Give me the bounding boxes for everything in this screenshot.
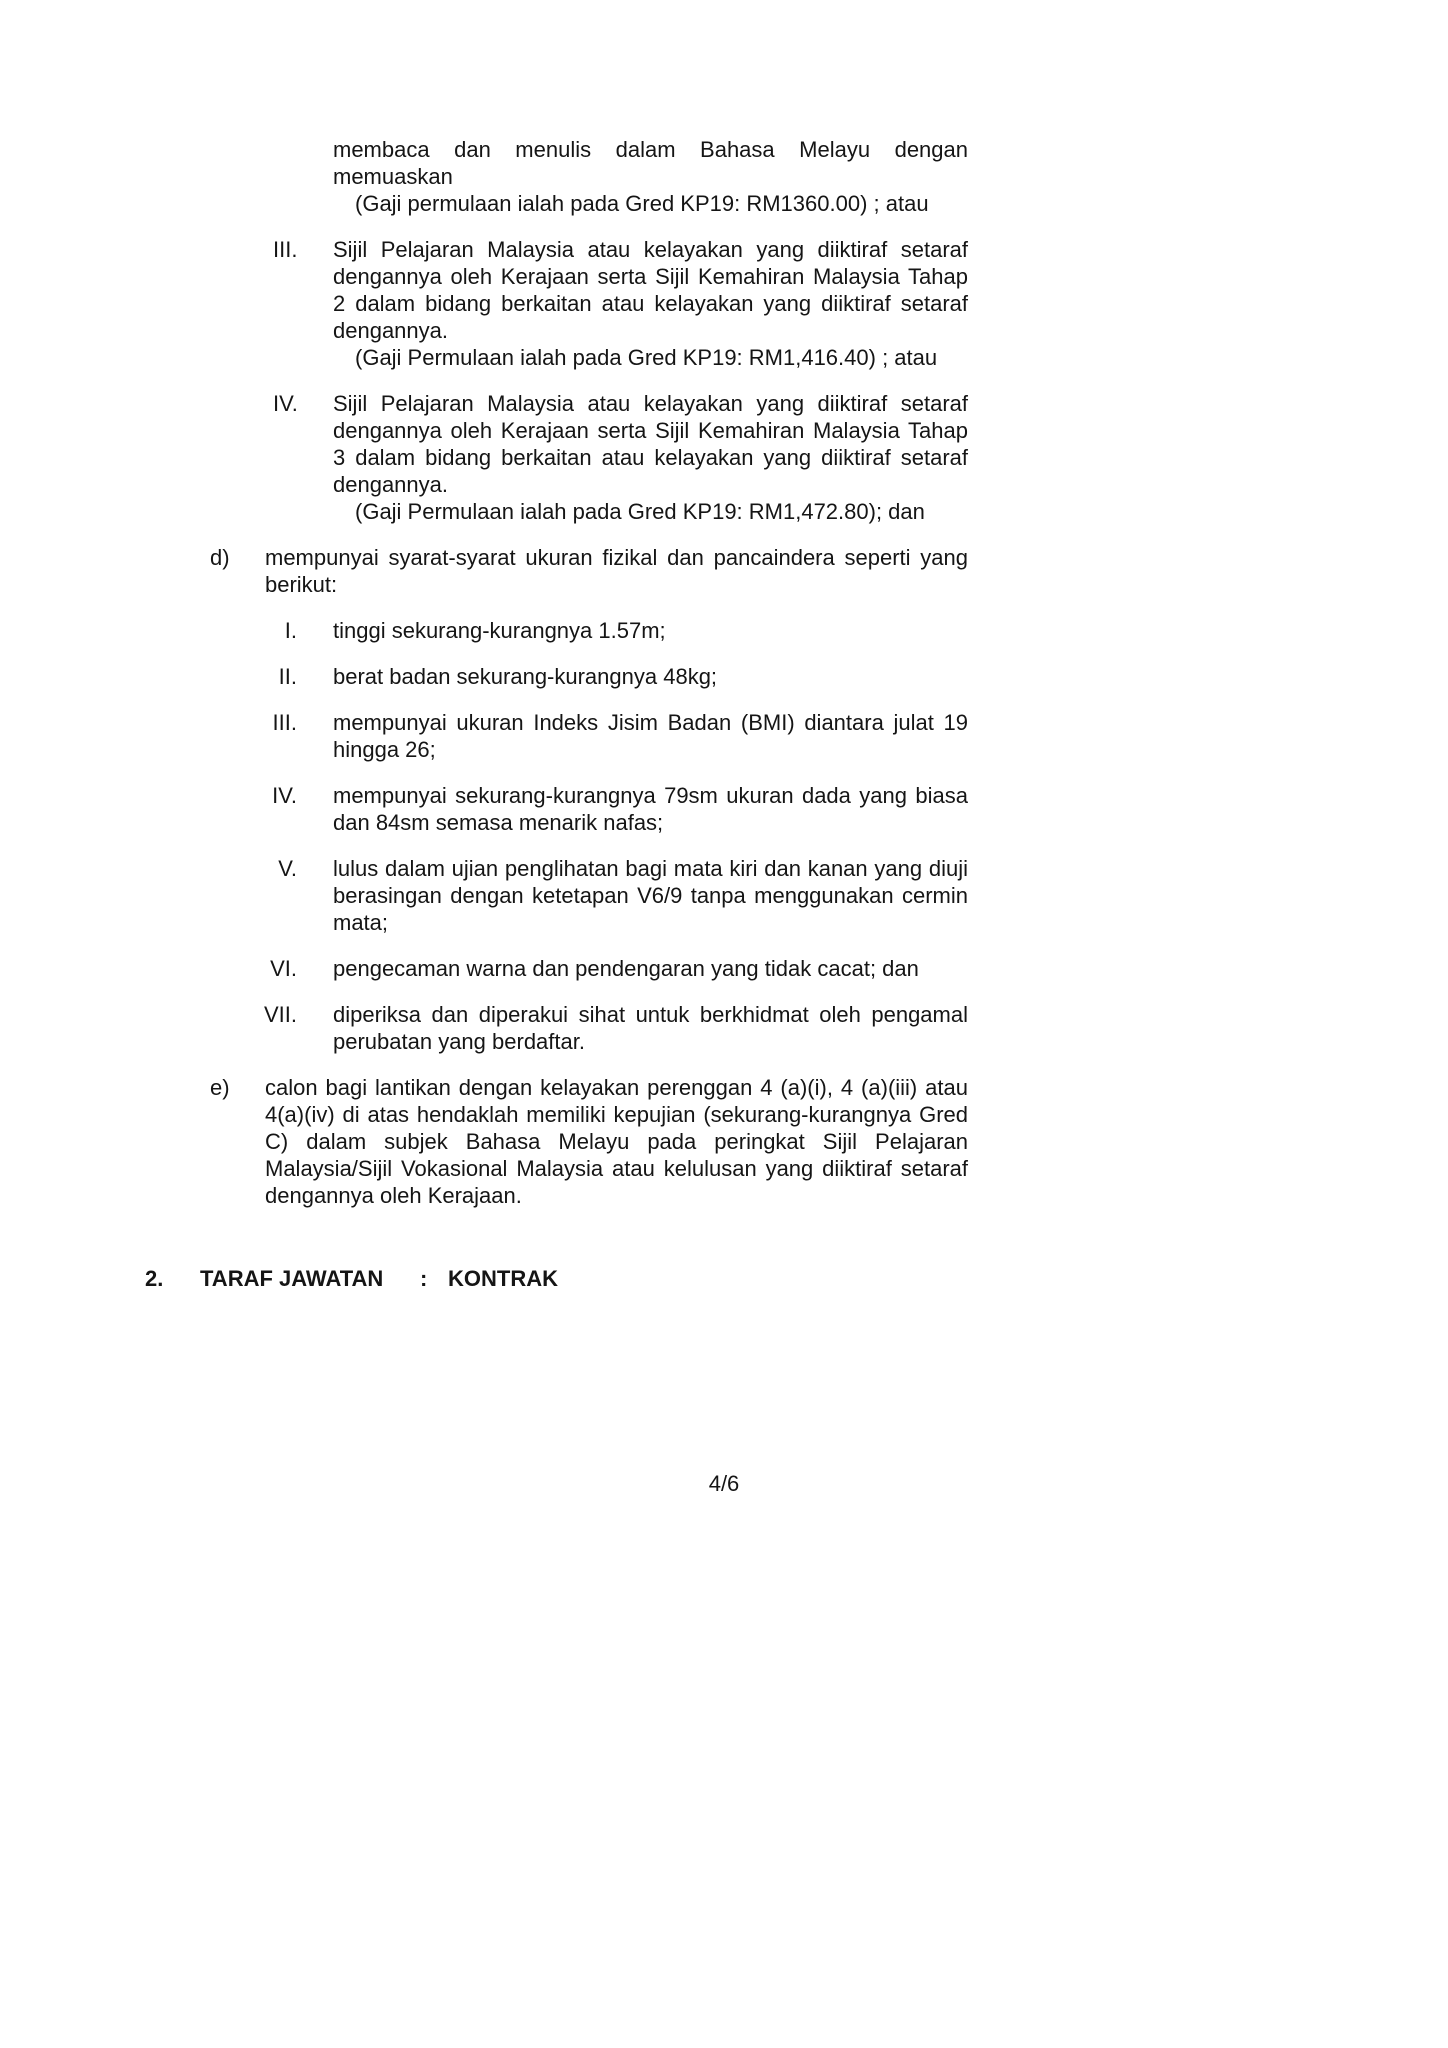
item-e-text: calon bagi lantikan dengan kelayakan perenggan 4 (a)(i), 4 (a)(iii) atau 4(a)(iv) di atas hendaklah memiliki kepujian (sekurang-kurangnya Gred C) dalam subjek Bahasa Melayu pada peringkat Sijil Pelajaran Malaysia/Sijil Vokasional Malaysia atau kelulusan yang diiktiraf setaraf dengannya oleh Kerajaan. bbox=[265, 1075, 968, 1208]
item-text: Sijil Pelajaran Malaysia atau kelayakan yang diiktiraf setaraf dengannya oleh Kerajaan serta Sijil Kemahiran Malaysia Tahap 3 dalam bidang berkaitan atau kelayakan yang diiktiraf setaraf dengannya. bbox=[333, 391, 968, 497]
item-d-text: mempunyai syarat-syarat ukuran fizikal dan pancaindera seperti yang berikut: bbox=[265, 545, 968, 597]
requirement-text: pengecaman warna dan pendengaran yang tidak cacat; dan bbox=[333, 956, 919, 981]
requirement-numeral: II. bbox=[278, 664, 297, 689]
item-e bbox=[210, 1074, 1448, 1209]
qualification-item bbox=[273, 236, 1448, 344]
requirement-numeral: I. bbox=[284, 618, 297, 643]
requirement-row bbox=[210, 663, 1448, 690]
section-value: KONTRAK bbox=[448, 1266, 558, 1291]
item-d-label: d) bbox=[210, 545, 230, 570]
requirement-text: mempunyai sekurang-kurangnya 79sm ukuran dada yang biasa dan 84sm semasa menarik nafas; bbox=[333, 783, 968, 835]
continuation-paragraph: membaca dan menulis dalam Bahasa Melayu dengan memuaskan bbox=[333, 137, 968, 189]
item-numeral: III. bbox=[273, 237, 298, 262]
requirement-numeral: V. bbox=[278, 856, 297, 881]
requirement-text: tinggi sekurang-kurangnya 1.57m; bbox=[333, 618, 666, 643]
requirement-text: mempunyai ukuran Indeks Jisim Badan (BMI) diantara julat 19 hingga 26; bbox=[333, 710, 968, 762]
qualification-item bbox=[273, 390, 1448, 498]
requirement-row bbox=[210, 1001, 1448, 1055]
section-number: 2. bbox=[145, 1266, 164, 1291]
salary-note: (Gaji Permulaan ialah pada Gred KP19: RM1,472.80); dan bbox=[355, 499, 925, 524]
requirement-row bbox=[210, 617, 1448, 644]
item-numeral: IV. bbox=[273, 391, 298, 416]
section-separator: : bbox=[420, 1266, 428, 1291]
section-title: TARAF JAWATAN bbox=[200, 1266, 384, 1291]
item-d bbox=[210, 544, 1448, 598]
requirement-numeral: VII. bbox=[263, 1002, 297, 1027]
requirement-numeral: VI. bbox=[270, 956, 297, 981]
requirement-text: berat badan sekurang-kurangnya 48kg; bbox=[333, 664, 718, 689]
requirement-text: lulus dalam ujian penglihatan bagi mata kiri dan kanan yang diuji berasingan dengan ketetapan V6/9 tanpa menggunakan cermin mata; bbox=[333, 856, 968, 935]
section-2-heading bbox=[145, 1265, 1448, 1292]
salary-note: (Gaji permulaan ialah pada Gred KP19: RM1360.00) ; atau bbox=[355, 191, 929, 216]
requirement-row bbox=[210, 709, 1448, 763]
requirement-numeral: III. bbox=[272, 710, 297, 735]
item-e-label: e) bbox=[210, 1075, 230, 1100]
salary-note: (Gaji Permulaan ialah pada Gred KP19: RM1,416.40) ; atau bbox=[355, 345, 938, 370]
page-number: 4/6 bbox=[708, 1471, 740, 1496]
requirement-row bbox=[210, 955, 1448, 982]
requirement-numeral: IV. bbox=[272, 783, 297, 808]
requirement-row bbox=[210, 782, 1448, 836]
requirement-row bbox=[210, 855, 1448, 936]
item-text: Sijil Pelajaran Malaysia atau kelayakan yang diiktiraf setaraf dengannya oleh Kerajaan serta Sijil Kemahiran Malaysia Tahap 2 dalam bidang berkaitan atau kelayakan yang diiktiraf setaraf dengannya. bbox=[333, 237, 968, 343]
requirement-text: diperiksa dan diperakui sihat untuk berkhidmat oleh pengamal perubatan yang berdaftar. bbox=[333, 1002, 968, 1054]
